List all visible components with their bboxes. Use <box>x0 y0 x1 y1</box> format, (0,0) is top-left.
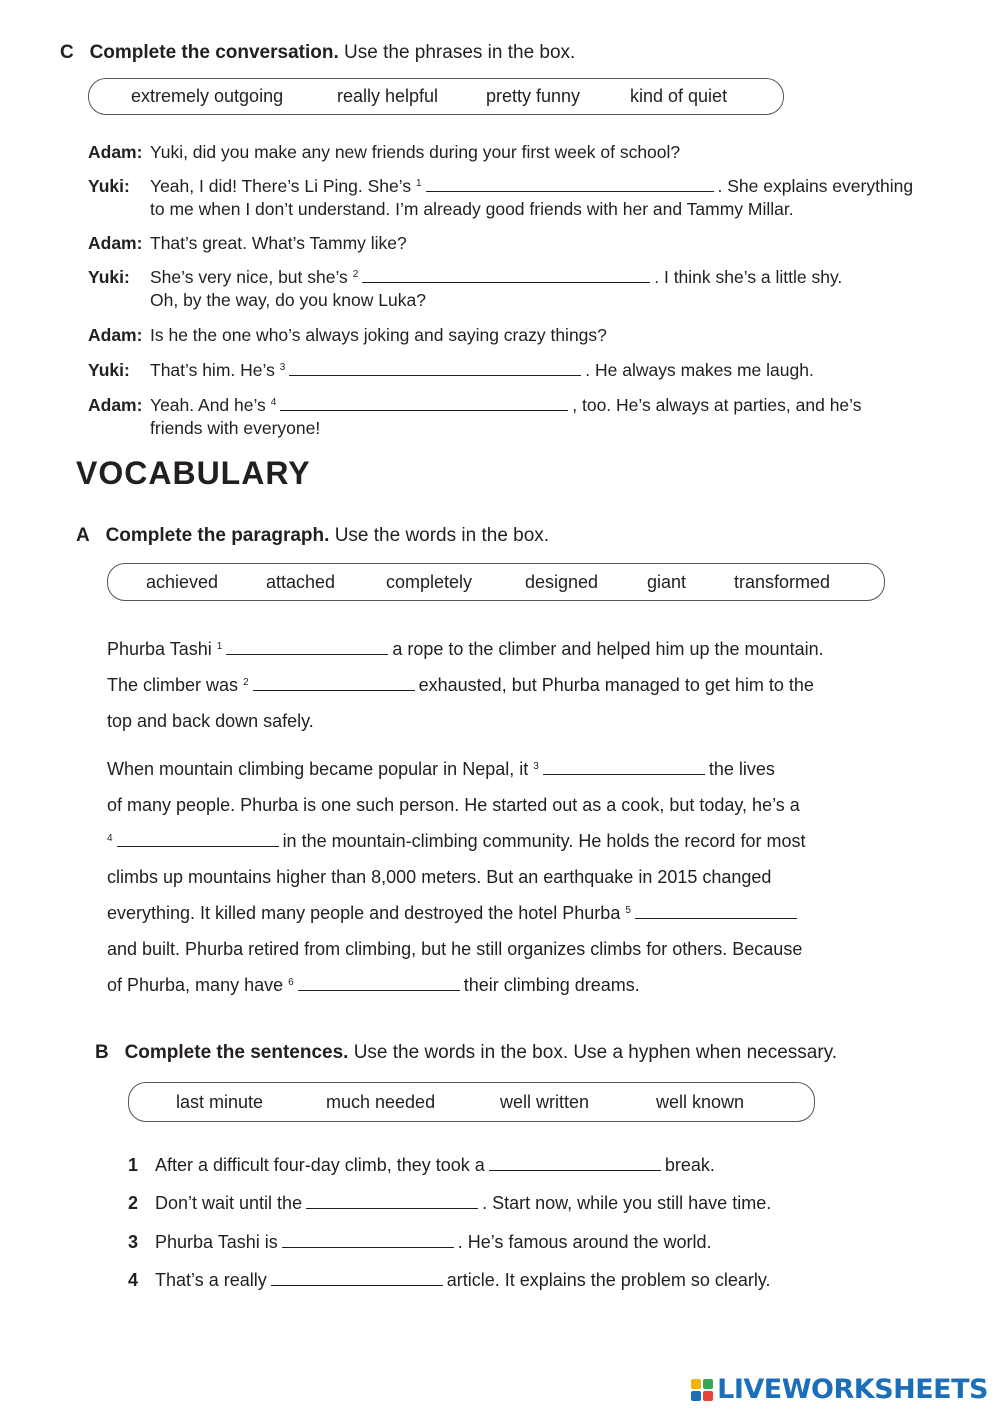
paragraph-line: When mountain climbing became popular in Nepal, it $^3$ the lives <box>107 759 775 779</box>
paragraph-line: and built. Phurba retired from climbing, but he still organizes climbs for others. Because <box>107 939 803 959</box>
section-a-letter: A <box>76 525 90 546</box>
dialogue-line: That’s great. What’s Tammy like? <box>150 233 407 253</box>
phrase-3: pretty funny <box>486 86 581 106</box>
speaker: Adam: <box>88 233 143 253</box>
phrase-4: kind of quiet <box>630 86 728 106</box>
dialogue-line: to me when I don’t understand. I’m already good friends with her and Tammy Millar. <box>150 199 794 219</box>
dialogue-line: Yeah, I did! There’s Li Ping. She’s $^1$ . She explains everything <box>150 176 914 196</box>
speaker: Yuki: <box>88 360 130 380</box>
word-box-a <box>107 563 885 601</box>
word-b-4: well known <box>656 1091 745 1112</box>
section-c-heading <box>60 42 575 64</box>
answer-blank-a6[interactable] <box>298 976 460 991</box>
answer-blank-b1[interactable] <box>489 1156 661 1171</box>
answer-blank-a1[interactable] <box>226 640 388 655</box>
paragraph-line: climbs up mountains higher than 8,000 meters. But an earthquake in 2015 changed <box>107 867 772 887</box>
section-b-instruction: Use the words in the box. Use a hyphen when necessary. <box>353 1042 838 1063</box>
paragraph-line: top and back down safely. <box>107 711 314 731</box>
answer-blank-a3[interactable] <box>543 760 705 775</box>
section-c-title: Complete the conversation. <box>89 42 339 63</box>
section-a-heading <box>76 525 549 547</box>
dialogue-line: She’s very nice, but she’s $^2$ . I think she’s a little shy. <box>150 267 843 287</box>
dialogue-line: friends with everyone! <box>150 418 321 438</box>
speaker: Yuki: <box>88 176 130 196</box>
logo-mark-icon <box>691 1379 713 1401</box>
section-a-instruction: Use the words in the box. <box>334 525 550 546</box>
dialogue-line: Oh, by the way, do you know Luka? <box>150 290 426 310</box>
speaker: Adam: <box>88 325 143 345</box>
dialogue-line: That’s him. He’s $^3$ . He always makes me laugh. <box>150 360 814 380</box>
answer-blank-b4[interactable] <box>271 1271 443 1286</box>
word-b-3: well written <box>500 1091 590 1112</box>
paragraph-line: $^4$ in the mountain-climbing community. He holds the record for most <box>107 831 806 851</box>
section-a-title: Complete the paragraph. <box>105 525 330 546</box>
sentence-item: 2 Don’t wait until the . Start now, while you still have time. <box>128 1193 772 1213</box>
sentence-item: 3 Phurba Tashi is . He’s famous around the world. <box>128 1232 712 1252</box>
answer-blank-1[interactable] <box>426 177 714 192</box>
dialogue-line: Is he the one who’s always joking and saying crazy things? <box>150 325 607 345</box>
answer-blank-4[interactable] <box>280 396 568 411</box>
logo-text: LIVEWORKSHEETS <box>717 1374 988 1405</box>
word-5: giant <box>647 571 687 592</box>
phrase-box <box>88 78 784 115</box>
dialogue-line: Yeah. And he’s $^4$ , too. He’s always at parties, and he’s <box>150 395 862 415</box>
word-6: transformed <box>734 571 831 592</box>
word-box-b <box>128 1082 815 1122</box>
speaker: Adam: <box>88 395 143 415</box>
answer-blank-a5[interactable] <box>635 904 797 919</box>
dialogue-line: Yuki, did you make any new friends during your first week of school? <box>150 142 681 162</box>
answer-blank-a2[interactable] <box>253 676 415 691</box>
section-b-title: Complete the sentences. <box>124 1042 349 1063</box>
word-b-2: much needed <box>326 1091 436 1112</box>
sentence-item: 1 After a difficult four-day climb, they took a break. <box>128 1155 715 1175</box>
paragraph-line: The climber was $^2$ exhausted, but Phurba managed to get him to the <box>107 675 814 695</box>
phrase-1: extremely outgoing <box>131 86 284 106</box>
paragraph-line: of Phurba, many have $^6$ their climbing dreams. <box>107 975 640 995</box>
answer-blank-b2[interactable] <box>306 1194 478 1209</box>
word-4: designed <box>525 571 599 592</box>
answer-blank-b3[interactable] <box>282 1233 454 1248</box>
paragraph-line: of many people. Phurba is one such person. He started out as a cook, but today, he’s a <box>107 795 800 815</box>
section-b-letter: B <box>95 1042 109 1063</box>
section-c-instruction: Use the phrases in the box. <box>344 42 576 63</box>
word-2: attached <box>266 571 336 592</box>
paragraph-line: everything. It killed many people and destroyed the hotel Phurba $^5$ <box>107 903 801 924</box>
word-3: completely <box>386 571 473 592</box>
vocabulary-heading: VOCABULARY <box>76 455 311 491</box>
answer-blank-a4[interactable] <box>117 832 279 847</box>
answer-blank-2[interactable] <box>362 268 650 283</box>
section-b-heading <box>95 1042 837 1064</box>
sentence-item: 4 That’s a really article. It explains the problem so clearly. <box>128 1270 771 1290</box>
answer-blank-3[interactable] <box>289 361 581 376</box>
phrase-2: really helpful <box>337 86 439 106</box>
speaker: Yuki: <box>88 267 130 287</box>
liveworksheets-logo[interactable] <box>691 1374 988 1405</box>
paragraph-line: Phurba Tashi $^1$ a rope to the climber and helped him up the mountain. <box>107 639 824 659</box>
speaker: Adam: <box>88 142 143 162</box>
section-c-letter: C <box>60 42 74 63</box>
word-1: achieved <box>146 571 219 592</box>
word-b-1: last minute <box>176 1091 264 1112</box>
